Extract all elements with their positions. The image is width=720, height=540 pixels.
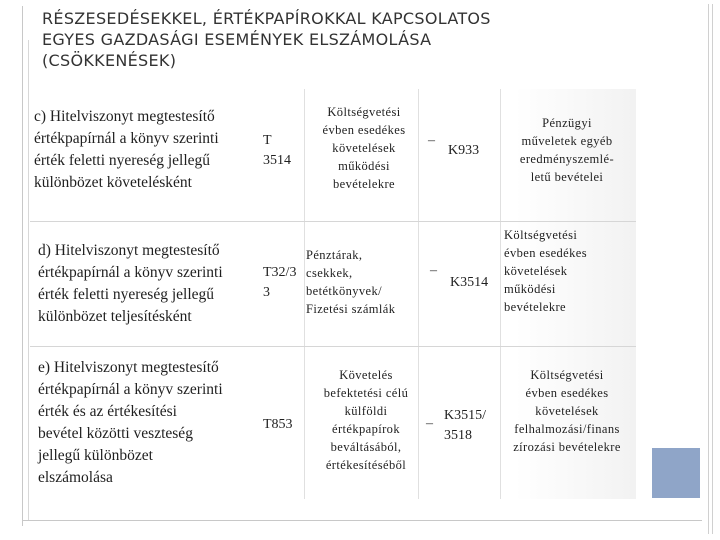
slide-title: RÉSZESEDÉSEKKEL, ÉRTÉKPAPÍROKKAL KAPCSOLATOS EGYES GAZDASÁGI ESEMÉNYEK ELSZÁMOLÁSA (CSÖKKENÉSEK) bbox=[42, 9, 491, 70]
left-vertical-rule bbox=[22, 6, 23, 526]
debit-account: T32/3 3 bbox=[263, 265, 297, 300]
entry-description: c) Hitelviszonyt megtestesítő értékpapírnál a könyv szerinti érték feletti nyereség jellegű különbözet követelésként bbox=[34, 108, 219, 191]
credit-account: K3514 bbox=[450, 275, 489, 290]
credit-account-name: Költségvetési évben esedékes követelések felhalmozási/finans zírozási bevételekre bbox=[513, 368, 621, 454]
right-frame-line-2 bbox=[712, 4, 713, 534]
entry-description: d) Hitelviszonyt megtestesítő értékpapírnál a könyv szerinti érték feletti nyereség jellegű különbözet teljesítésként bbox=[38, 242, 223, 325]
credit-account: K933 bbox=[448, 143, 480, 158]
table-row bbox=[30, 89, 636, 222]
debit-account-name: Költségvetési évben esedékes követelések működési bevételekre bbox=[322, 105, 406, 191]
debit-account-name: Követelés befektetési célú külföldi értékpapírok beváltásából, értékesítéséből bbox=[323, 368, 409, 472]
table-row bbox=[30, 221, 636, 347]
entry-description: e) Hitelviszonyt megtestesítő értékpapírnál a könyv szerinti érték és az értékesítési bevétel közötti veszteség jellegű különbözet elszámolása bbox=[38, 359, 223, 486]
table-row bbox=[30, 346, 636, 499]
debit-account-name: Pénztárak, csekkek, betétkönyvek/ Fizetési számlák bbox=[306, 248, 396, 316]
credit-account: K3515/ 3518 bbox=[444, 408, 486, 443]
decorative-accent-block bbox=[652, 448, 700, 498]
credit-account-name: Pénzügyi műveletek egyéb eredményszemlé- letű bevételei bbox=[519, 116, 615, 184]
right-frame-line bbox=[708, 4, 709, 534]
debit-account: T 3514 bbox=[263, 133, 291, 168]
credit-account-name: Költségvetési évben esedékes követelések működési bevételekre bbox=[504, 228, 587, 314]
entry-dash: – bbox=[430, 263, 437, 278]
entry-dash: – bbox=[428, 133, 435, 148]
left-inner-vertical-rule bbox=[28, 40, 29, 520]
bottom-horizontal-rule bbox=[22, 520, 702, 521]
debit-account: T853 bbox=[263, 417, 293, 432]
entry-dash: – bbox=[426, 416, 433, 431]
